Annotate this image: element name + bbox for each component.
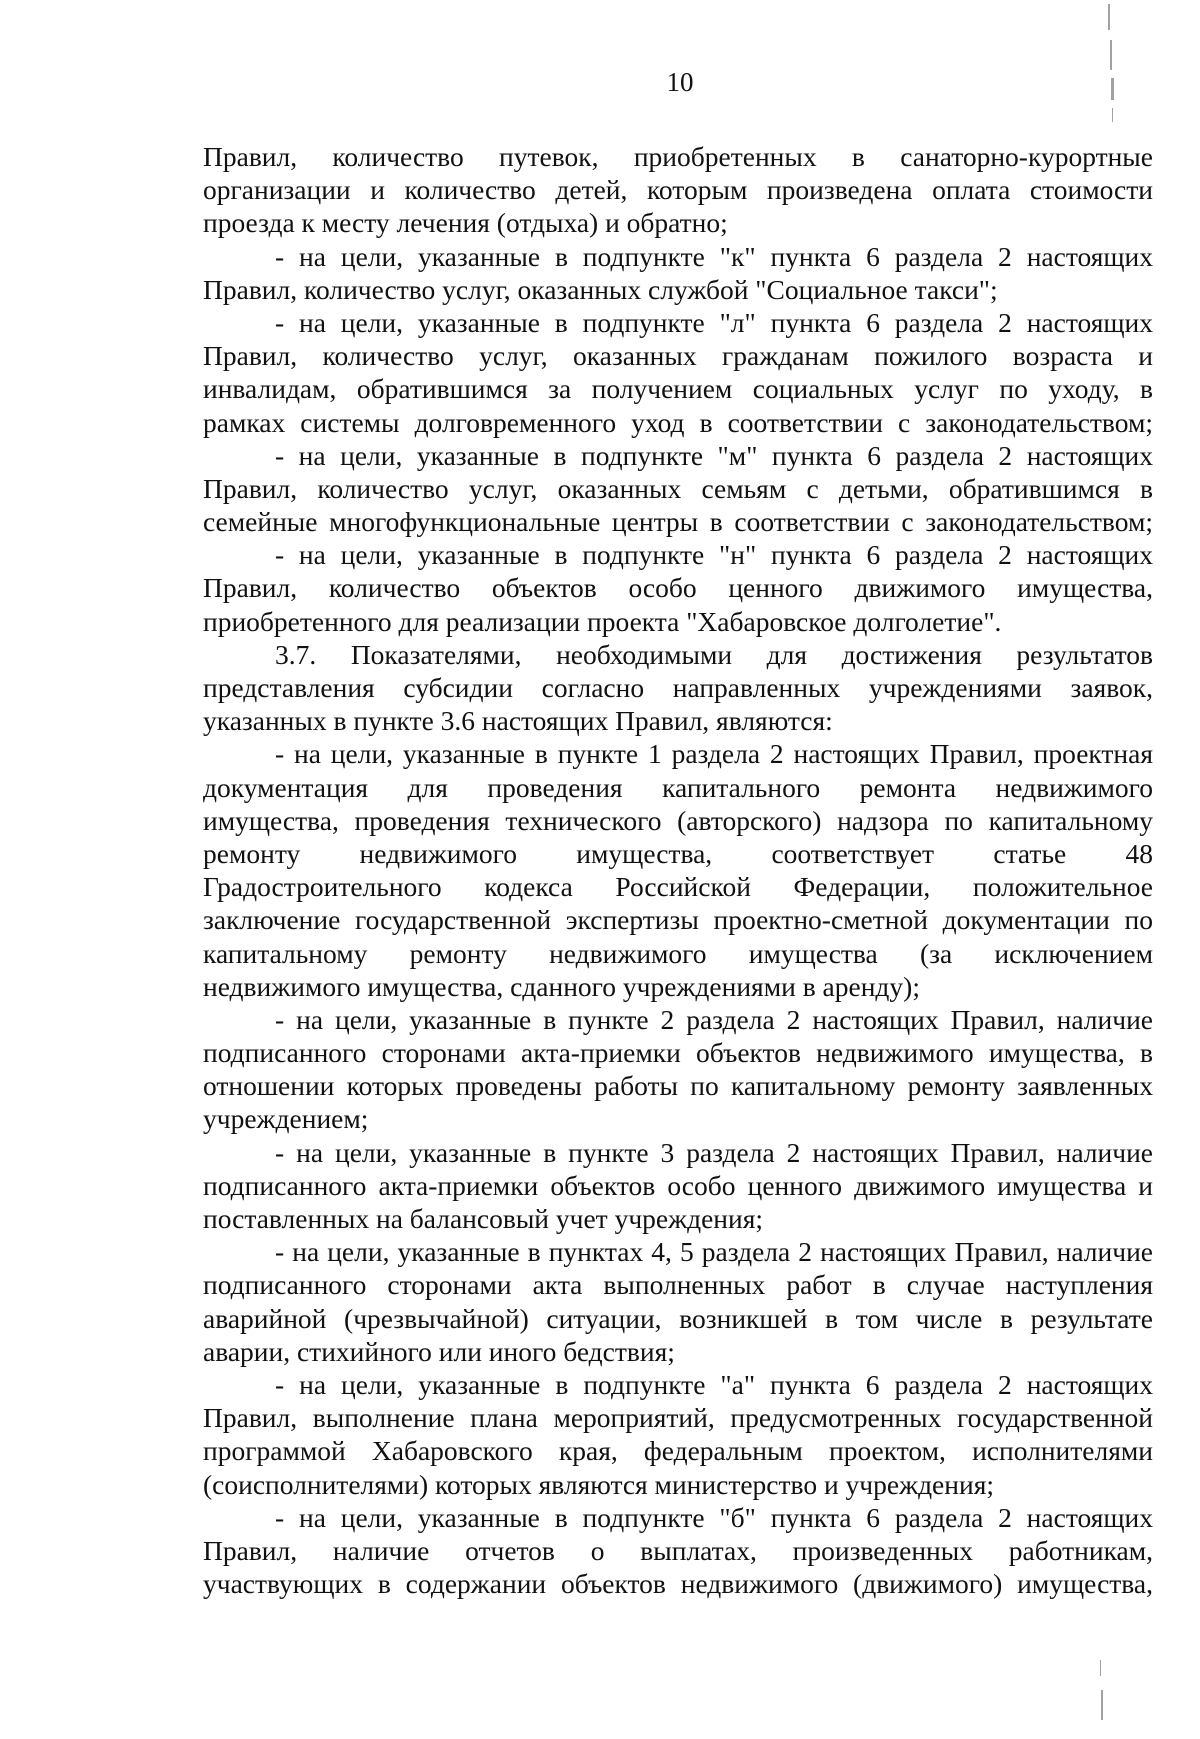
text-line: Правил, количество объектов особо ценного движимого имущества,	[203, 572, 1153, 604]
text-line: имущества, проведения технического (авторского) надзора по капитальному	[203, 804, 1153, 836]
text-line: - на цели, указанные в пунктах 4, 5 раздела 2 настоящих Правил, наличие	[275, 1236, 1153, 1268]
text-line: - на цели, указанные в пункте 2 раздела 2 настоящих Правил, наличие	[275, 1003, 1153, 1035]
text-line: аварии, стихийного или иного бедствия;	[203, 1335, 675, 1367]
text-line: поставленных на балансовый учет учреждения;	[203, 1203, 764, 1234]
text-line: - на цели, указанные в подпункте "к" пункта 6 раздела 2 настоящих	[275, 240, 1153, 272]
text-line: - на цели, указанные в подпункте "л" пункта 6 раздела 2 настоящих	[275, 306, 1153, 338]
text-line: проезда к месту лечения (отдыха) и обратно;	[203, 207, 728, 239]
text-line: заключение государственной экспертизы проектно-сметной документации по	[203, 904, 1153, 936]
text-line: подписанного сторонами акта-приемки объектов недвижимого имущества, в	[203, 1037, 1153, 1069]
text-line: недвижимого имущества, сданного учреждениями в аренду);	[203, 970, 920, 1002]
text-line: подписанного сторонами акта выполненных работ в случае наступления	[203, 1269, 1153, 1301]
document-body	[203, 140, 1153, 1600]
scan-artifact	[1110, 40, 1112, 70]
text-line: Правил, количество услуг, оказанных службой "Социальное такси";	[203, 273, 998, 305]
text-line: аварийной (чрезвычайной) ситуации, возникшей в том числе в результате	[203, 1302, 1153, 1334]
text-line: - на цели, указанные в подпункте "н" пункта 6 раздела 2 настоящих	[275, 539, 1153, 571]
text-line: рамках системы долговременного уход в соответствии с законодательством;	[203, 406, 1153, 438]
text-line: документация для проведения капитального ремонта недвижимого	[203, 771, 1153, 803]
text-line: Правил, количество услуг, оказанных семьям с детьми, обратившимся в	[203, 472, 1153, 504]
text-line: Правил, выполнение плана мероприятий, предусмотренных государственной	[203, 1402, 1153, 1434]
text-line: участвующих в содержании объектов недвижимого (движимого) имущества,	[203, 1568, 1153, 1600]
text-line: - на цели, указанные в подпункте "а" пункта 6 раздела 2 настоящих	[275, 1368, 1153, 1400]
scan-artifact	[1108, 4, 1110, 30]
text-line: представления субсидии согласно направленных учреждениями заявок,	[203, 672, 1153, 703]
text-line: программой Хабаровского края, федеральным проектом, исполнителями	[203, 1435, 1153, 1467]
text-line: 3.7. Показателями, необходимыми для достижения результатов	[275, 638, 1153, 670]
text-line: учреждением;	[203, 1103, 369, 1135]
text-line: - на цели, указанные в пункте 1 раздела 2 настоящих Правил, проектная	[275, 738, 1153, 770]
text-line: указанных в пункте 3.6 настоящих Правил, являются:	[203, 705, 833, 737]
text-line: (соисполнителями) которых являются министерство и учреждения;	[203, 1468, 994, 1500]
text-line: приобретенного для реализации проекта "Хабаровское долголетие".	[203, 605, 1002, 637]
text-line: - на цели, указанные в подпункте "м" пункта 6 раздела 2 настоящих	[275, 439, 1153, 471]
page-number: 10	[666, 67, 694, 97]
scan-artifact	[1112, 108, 1113, 122]
text-line: ремонту недвижимого имущества, соответствует статье 48	[203, 837, 1153, 869]
text-line: Градостроительного кодекса Российской Федерации, положительное	[203, 871, 1153, 903]
text-line: Правил, количество путевок, приобретенных в санаторно-курортные	[203, 141, 1153, 172]
scan-artifact	[1101, 1690, 1103, 1720]
text-line: семейные многофункциональные центры в соответствии с законодательством;	[203, 506, 1153, 538]
scan-artifact	[1111, 78, 1114, 100]
text-line: - на цели, указанные в подпункте "б" пункта 6 раздела 2 настоящих	[275, 1501, 1153, 1533]
text-line: Правил, количество услуг, оказанных гражданам пожилого возраста и	[203, 340, 1153, 372]
text-line: Правил, наличие отчетов о выплатах, произведенных работникам,	[203, 1534, 1153, 1566]
text-line: - на цели, указанные в пункте 3 раздела 2 настоящих Правил, наличие	[275, 1136, 1153, 1168]
text-line: подписанного акта-приемки объектов особо ценного движимого имущества и	[203, 1169, 1153, 1201]
text-line: инвалидам, обратившимся за получением социальных услуг по уходу, в	[203, 373, 1153, 405]
text-line: организации и количество детей, которым произведена оплата стоимости	[203, 174, 1153, 206]
scan-artifact	[1100, 1660, 1101, 1676]
text-line: капитальному ремонту недвижимого имущества (за исключением	[203, 937, 1153, 969]
text-line: отношении которых проведены работы по капитальному ремонту заявленных	[203, 1070, 1153, 1102]
